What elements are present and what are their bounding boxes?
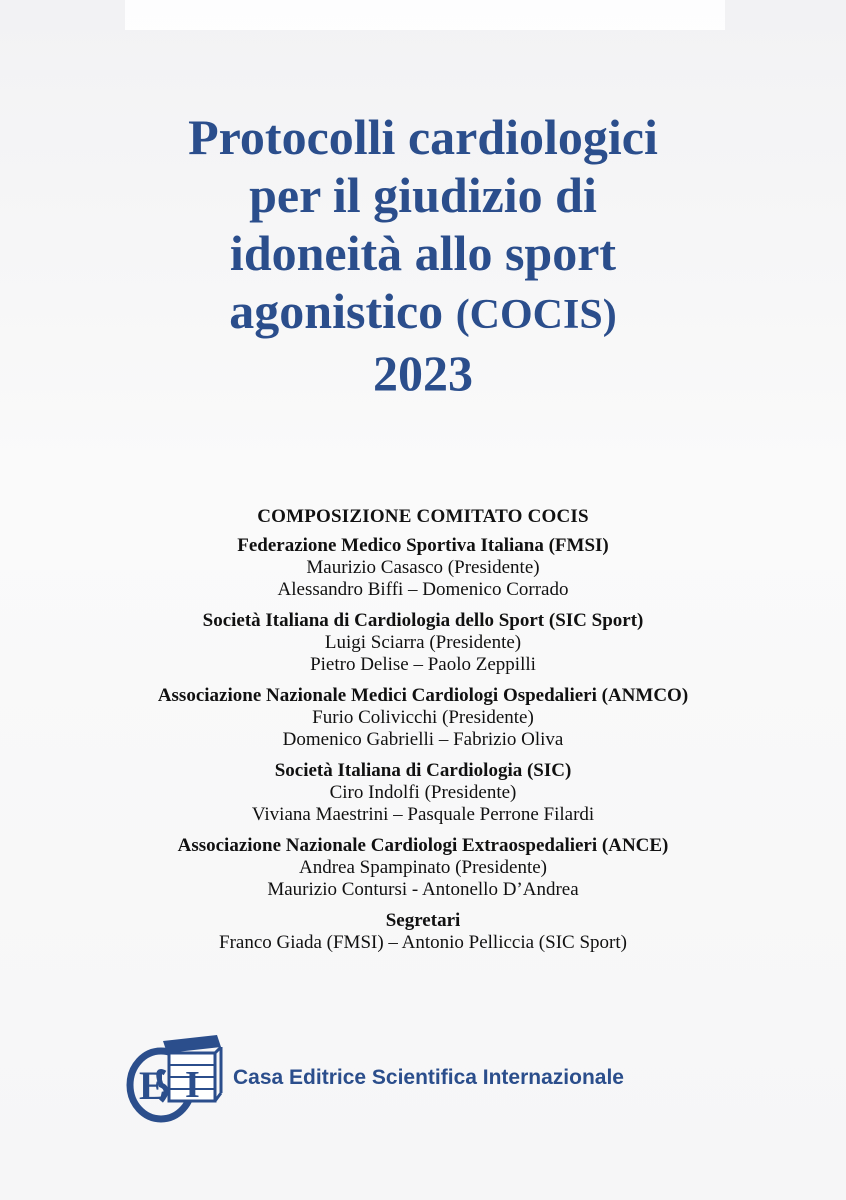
secretaries-label: Segretari [385,910,461,931]
members-line: Domenico Gabrielli – Fabrizio Oliva [282,729,564,750]
publisher-block [125,1033,725,1125]
members-line: Alessandro Biffi – Domenico Corrado [277,579,569,600]
title-line-3: idoneità allo sport [229,225,617,281]
svg-text:E: E [139,1063,166,1108]
members-line: Viviana Maestrini – Pasquale Perrone Filardi [251,804,595,825]
title-line-4 [0,282,846,344]
book-title [0,108,846,402]
organization-name: Associazione Nazionale Cardiologi Extraospedalieri (ANCE) [177,835,669,856]
committee-group [0,610,846,676]
title-line-4-main: agonistico [229,283,456,339]
members-line: Pietro Delise – Paolo Zeppilli [310,654,536,675]
secretaries-names: Franco Giada (FMSI) – Antonio Pelliccia (SIC Sport) [219,932,627,953]
president-line: Luigi Sciarra (Presidente) [324,632,522,653]
president-line: Maurizio Casasco (Presidente) [306,557,540,578]
title-line-2: per il giudizio di [249,167,597,223]
title-line-1: Protocolli cardiologici [188,109,658,165]
svg-text:I: I [185,1064,200,1106]
committee-heading: COMPOSIZIONE COMITATO COCIS [257,506,589,527]
organization-name: Associazione Nazionale Medici Cardiologi Ospedalieri (ANMCO) [157,685,689,706]
title-year: 2023 [373,345,473,401]
publisher-logo [125,1033,225,1125]
organization-name: Società Italiana di Cardiologia dello Sport (SIC Sport) [202,610,644,631]
committee-section [0,505,846,963]
organization-name: Federazione Medico Sportiva Italiana (FMSI) [237,535,609,556]
title-acronym: (COCIS) [455,292,617,338]
committee-group [0,535,846,601]
president-line: Ciro Indolfi (Presidente) [329,782,517,803]
publisher-name: Casa Editrice Scientifica Internazionale [233,1066,624,1089]
secretaries-group [0,910,846,954]
president-line: Andrea Spampinato (Presidente) [299,857,547,878]
president-line: Furio Colivicchi (Presidente) [312,707,534,728]
top-highlight [125,0,725,30]
committee-group [0,835,846,901]
committee-group [0,685,846,751]
committee-group [0,760,846,826]
members-line: Maurizio Contursi - Antonello D’Andrea [267,879,579,900]
organization-name: Società Italiana di Cardiologia (SIC) [274,760,572,781]
